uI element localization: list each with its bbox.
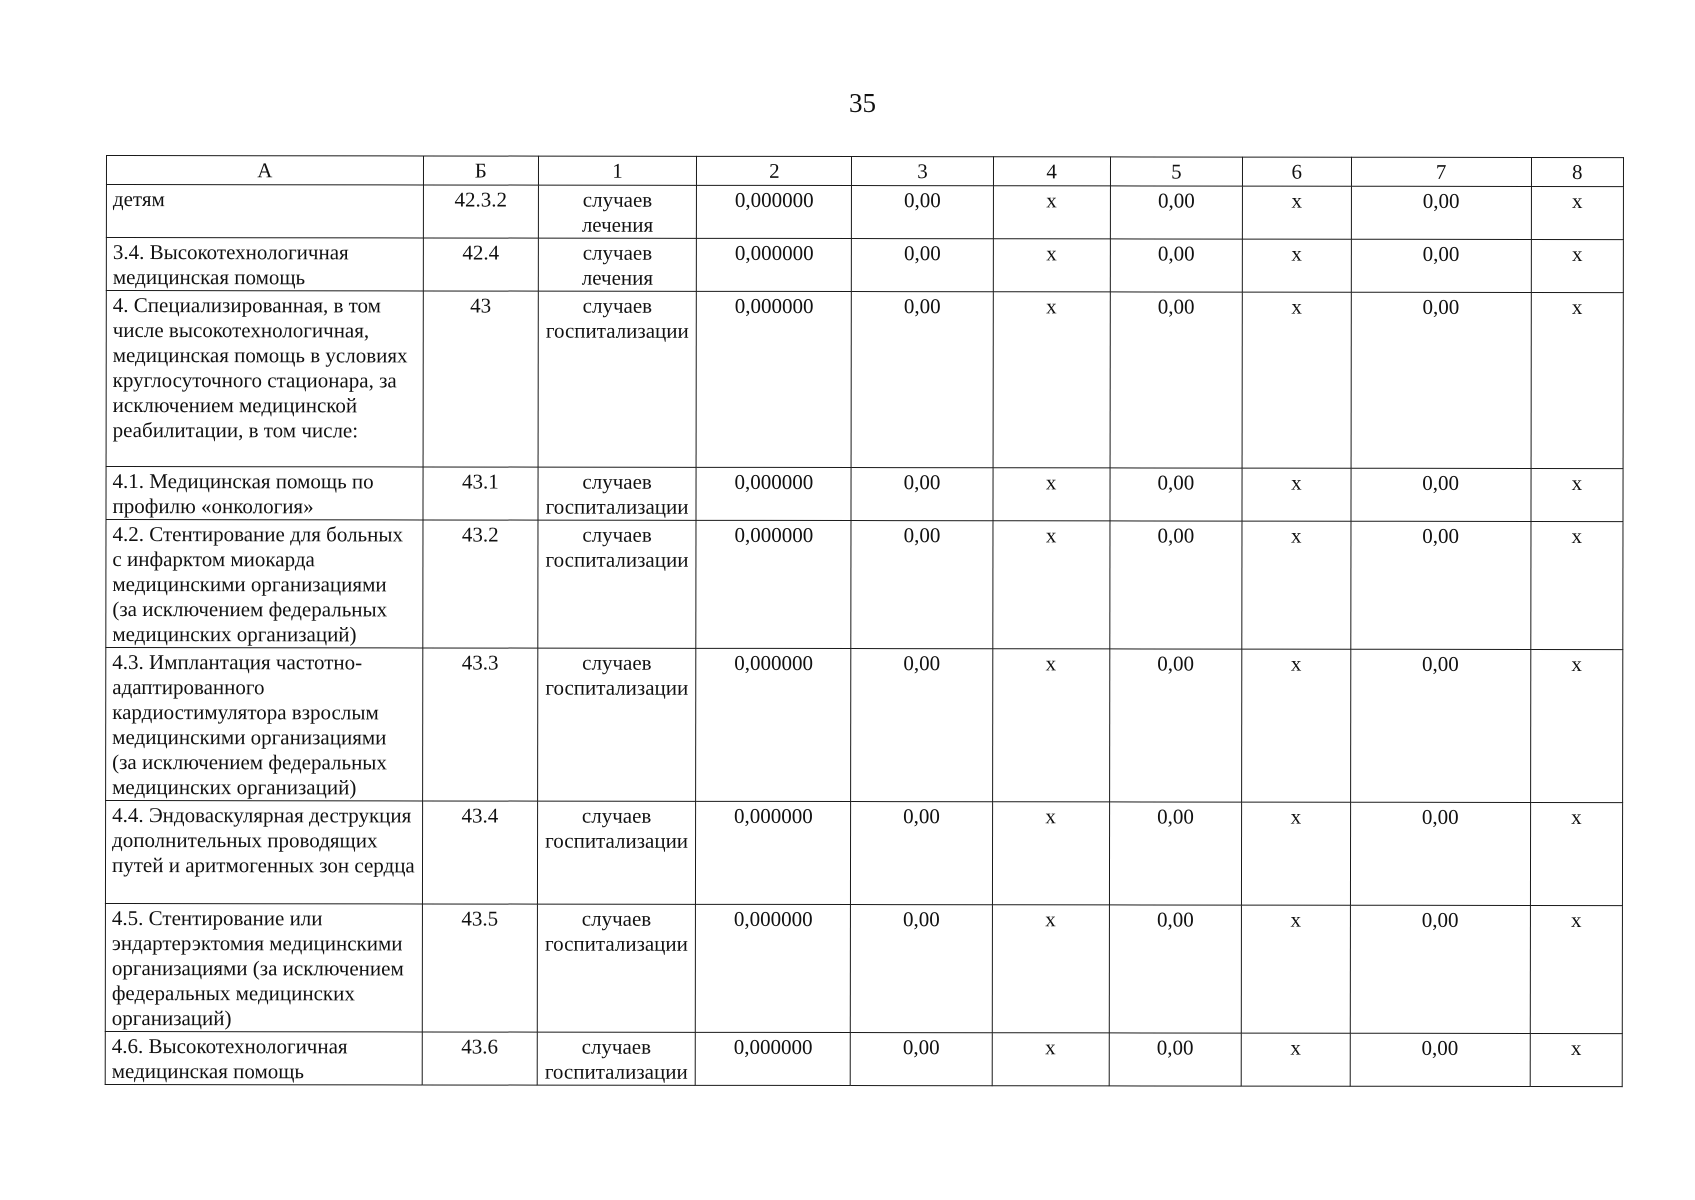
cell-col-2: 0,000000	[696, 904, 851, 1032]
row-code: 42.3.2	[423, 185, 538, 238]
cell-col-3: 0,00	[851, 802, 992, 905]
cell-col-3: 0,00	[851, 468, 992, 521]
column-header: 7	[1351, 157, 1531, 186]
cell-col-5: 0,00	[1110, 239, 1242, 292]
column-header: 6	[1243, 157, 1352, 186]
cell-col-8: х	[1530, 905, 1622, 1033]
table-row	[105, 903, 1622, 1033]
row-code: 43.1	[423, 467, 538, 520]
cell-col-3: 0,00	[852, 239, 993, 292]
cell-col-2: 0,000000	[696, 291, 851, 467]
cell-col-5: 0,00	[1109, 1033, 1241, 1086]
cell-col-6: х	[1242, 521, 1351, 649]
cell-col-2: 0,000000	[696, 801, 851, 904]
row-code: 43.4	[422, 801, 537, 904]
cell-col-5: 0,00	[1109, 802, 1242, 905]
cell-col-6: х	[1241, 905, 1350, 1033]
header-row	[106, 156, 1623, 187]
column-header: 5	[1110, 157, 1242, 186]
cell-col-4: х	[993, 186, 1110, 239]
table-row	[105, 801, 1622, 906]
table-row	[106, 520, 1623, 650]
cell-col-2: 0,000000	[696, 520, 851, 648]
cell-col-7: 0,00	[1350, 521, 1530, 649]
table-row	[106, 467, 1623, 522]
row-name: 4. Специализированная, в том числе высокотехнологичная, медицинская помощь в условиях круглосуточного стационара, за исключением медицинской реабилитации, в том числе:	[106, 291, 423, 467]
cell-col-5: 0,00	[1110, 521, 1243, 649]
cell-col-2: 0,000000	[695, 1032, 850, 1085]
column-header: 4	[993, 157, 1110, 186]
cell-col-3: 0,00	[852, 186, 993, 239]
row-name: 4.1. Медицинская помощь по профилю «онкология»	[106, 467, 423, 520]
cell-col-8: х	[1530, 1033, 1622, 1086]
cell-col-5: 0,00	[1109, 905, 1242, 1033]
cell-col-6: х	[1242, 239, 1351, 292]
cell-col-7: 0,00	[1350, 802, 1530, 905]
row-name: детям	[106, 185, 423, 238]
cell-col-4: х	[993, 239, 1110, 292]
column-header: 8	[1531, 157, 1623, 186]
row-name: 4.3. Имплантация частотно-адаптированного кардиостимулятора взрослым медицинскими организациями (за исключением федеральных медицинских организаций)	[106, 648, 423, 801]
cell-col-8: х	[1531, 521, 1623, 649]
cell-col-7: 0,00	[1350, 1033, 1530, 1086]
cell-col-3: 0,00	[851, 1033, 992, 1086]
cell-col-3: 0,00	[852, 292, 993, 468]
column-header: 1	[538, 156, 696, 185]
cell-col-7: 0,00	[1351, 186, 1531, 239]
cell-col-7: 0,00	[1350, 649, 1530, 802]
row-code: 43.5	[422, 904, 537, 1032]
cell-col-6: х	[1242, 468, 1351, 521]
cell-col-6: х	[1242, 292, 1351, 468]
table-row	[105, 1031, 1622, 1086]
cell-col-2: 0,000000	[697, 185, 852, 238]
cell-col-8: х	[1530, 649, 1623, 802]
cell-col-8: х	[1530, 802, 1622, 905]
row-unit: случаев госпитализации	[537, 801, 696, 904]
cell-col-8: х	[1531, 292, 1624, 468]
cell-col-2: 0,000000	[697, 238, 852, 291]
cell-col-7: 0,00	[1351, 468, 1531, 521]
cell-col-4: х	[992, 521, 1109, 649]
cell-col-5: 0,00	[1109, 649, 1242, 802]
row-unit: случаев госпитализации	[538, 291, 697, 467]
row-unit: случаев госпитализации	[537, 904, 696, 1032]
table-row	[106, 185, 1623, 240]
cell-col-8: х	[1531, 468, 1623, 521]
cell-col-5: 0,00	[1110, 292, 1243, 468]
row-unit: случаев госпитализации	[538, 520, 697, 648]
row-code: 43.3	[422, 648, 537, 801]
cell-col-3: 0,00	[851, 905, 992, 1033]
cell-col-4: х	[992, 802, 1109, 905]
cell-col-4: х	[992, 649, 1109, 802]
cell-col-7: 0,00	[1350, 905, 1530, 1033]
row-name: 4.5. Стентирование или эндартерэктомия медицинскими организациями (за исключением федеральных медицинских организаций)	[105, 903, 422, 1031]
cell-col-2: 0,000000	[696, 467, 851, 520]
column-header: 3	[852, 157, 993, 186]
row-unit: случаев госпитализации	[538, 467, 696, 520]
row-unit: случаев госпитализации	[537, 648, 696, 801]
cell-col-6: х	[1241, 1033, 1350, 1086]
column-header: А	[106, 156, 423, 185]
cell-col-5: 0,00	[1110, 186, 1242, 239]
row-code: 43.2	[423, 520, 538, 648]
row-unit: случаев госпитализации	[537, 1032, 695, 1085]
row-name: 4.2. Стентирование для больных с инфарктом миокарда медицинскими организациями (за исключением федеральных медицинских организаций)	[106, 520, 423, 648]
table-row	[106, 648, 1623, 803]
row-name: 4.4. Эндоваскулярная деструкция дополнительных проводящих путей и аритмогенных зон сердца	[105, 801, 422, 904]
data-table	[105, 155, 1624, 1087]
cell-col-8: х	[1531, 186, 1623, 239]
row-unit: случаев лечения	[538, 238, 696, 291]
table-row	[106, 238, 1623, 293]
cell-col-3: 0,00	[851, 521, 992, 649]
cell-col-3: 0,00	[851, 649, 992, 802]
row-code: 42.4	[423, 238, 538, 291]
cell-col-5: 0,00	[1110, 468, 1242, 521]
cell-col-4: х	[992, 905, 1109, 1033]
row-unit: случаев лечения	[538, 185, 696, 238]
cell-col-4: х	[992, 1033, 1109, 1086]
page-number: 35	[849, 88, 876, 118]
cell-col-7: 0,00	[1351, 239, 1531, 292]
row-name: 4.6. Высокотехнологичная медицинская помощь	[105, 1031, 422, 1084]
row-name: 3.4. Высокотехнологичная медицинская помощь	[106, 238, 423, 291]
row-code: 43	[423, 291, 538, 467]
table-row	[106, 291, 1623, 469]
column-header: 2	[697, 156, 852, 185]
cell-col-4: х	[993, 292, 1110, 468]
cell-col-7: 0,00	[1351, 292, 1531, 468]
column-header: Б	[423, 156, 538, 185]
cell-col-2: 0,000000	[696, 648, 851, 801]
cell-col-6: х	[1242, 649, 1351, 802]
cell-col-6: х	[1242, 186, 1351, 239]
row-code: 43.6	[422, 1032, 537, 1085]
cell-col-8: х	[1531, 239, 1623, 292]
cell-col-4: х	[993, 468, 1110, 521]
cell-col-6: х	[1242, 802, 1351, 905]
